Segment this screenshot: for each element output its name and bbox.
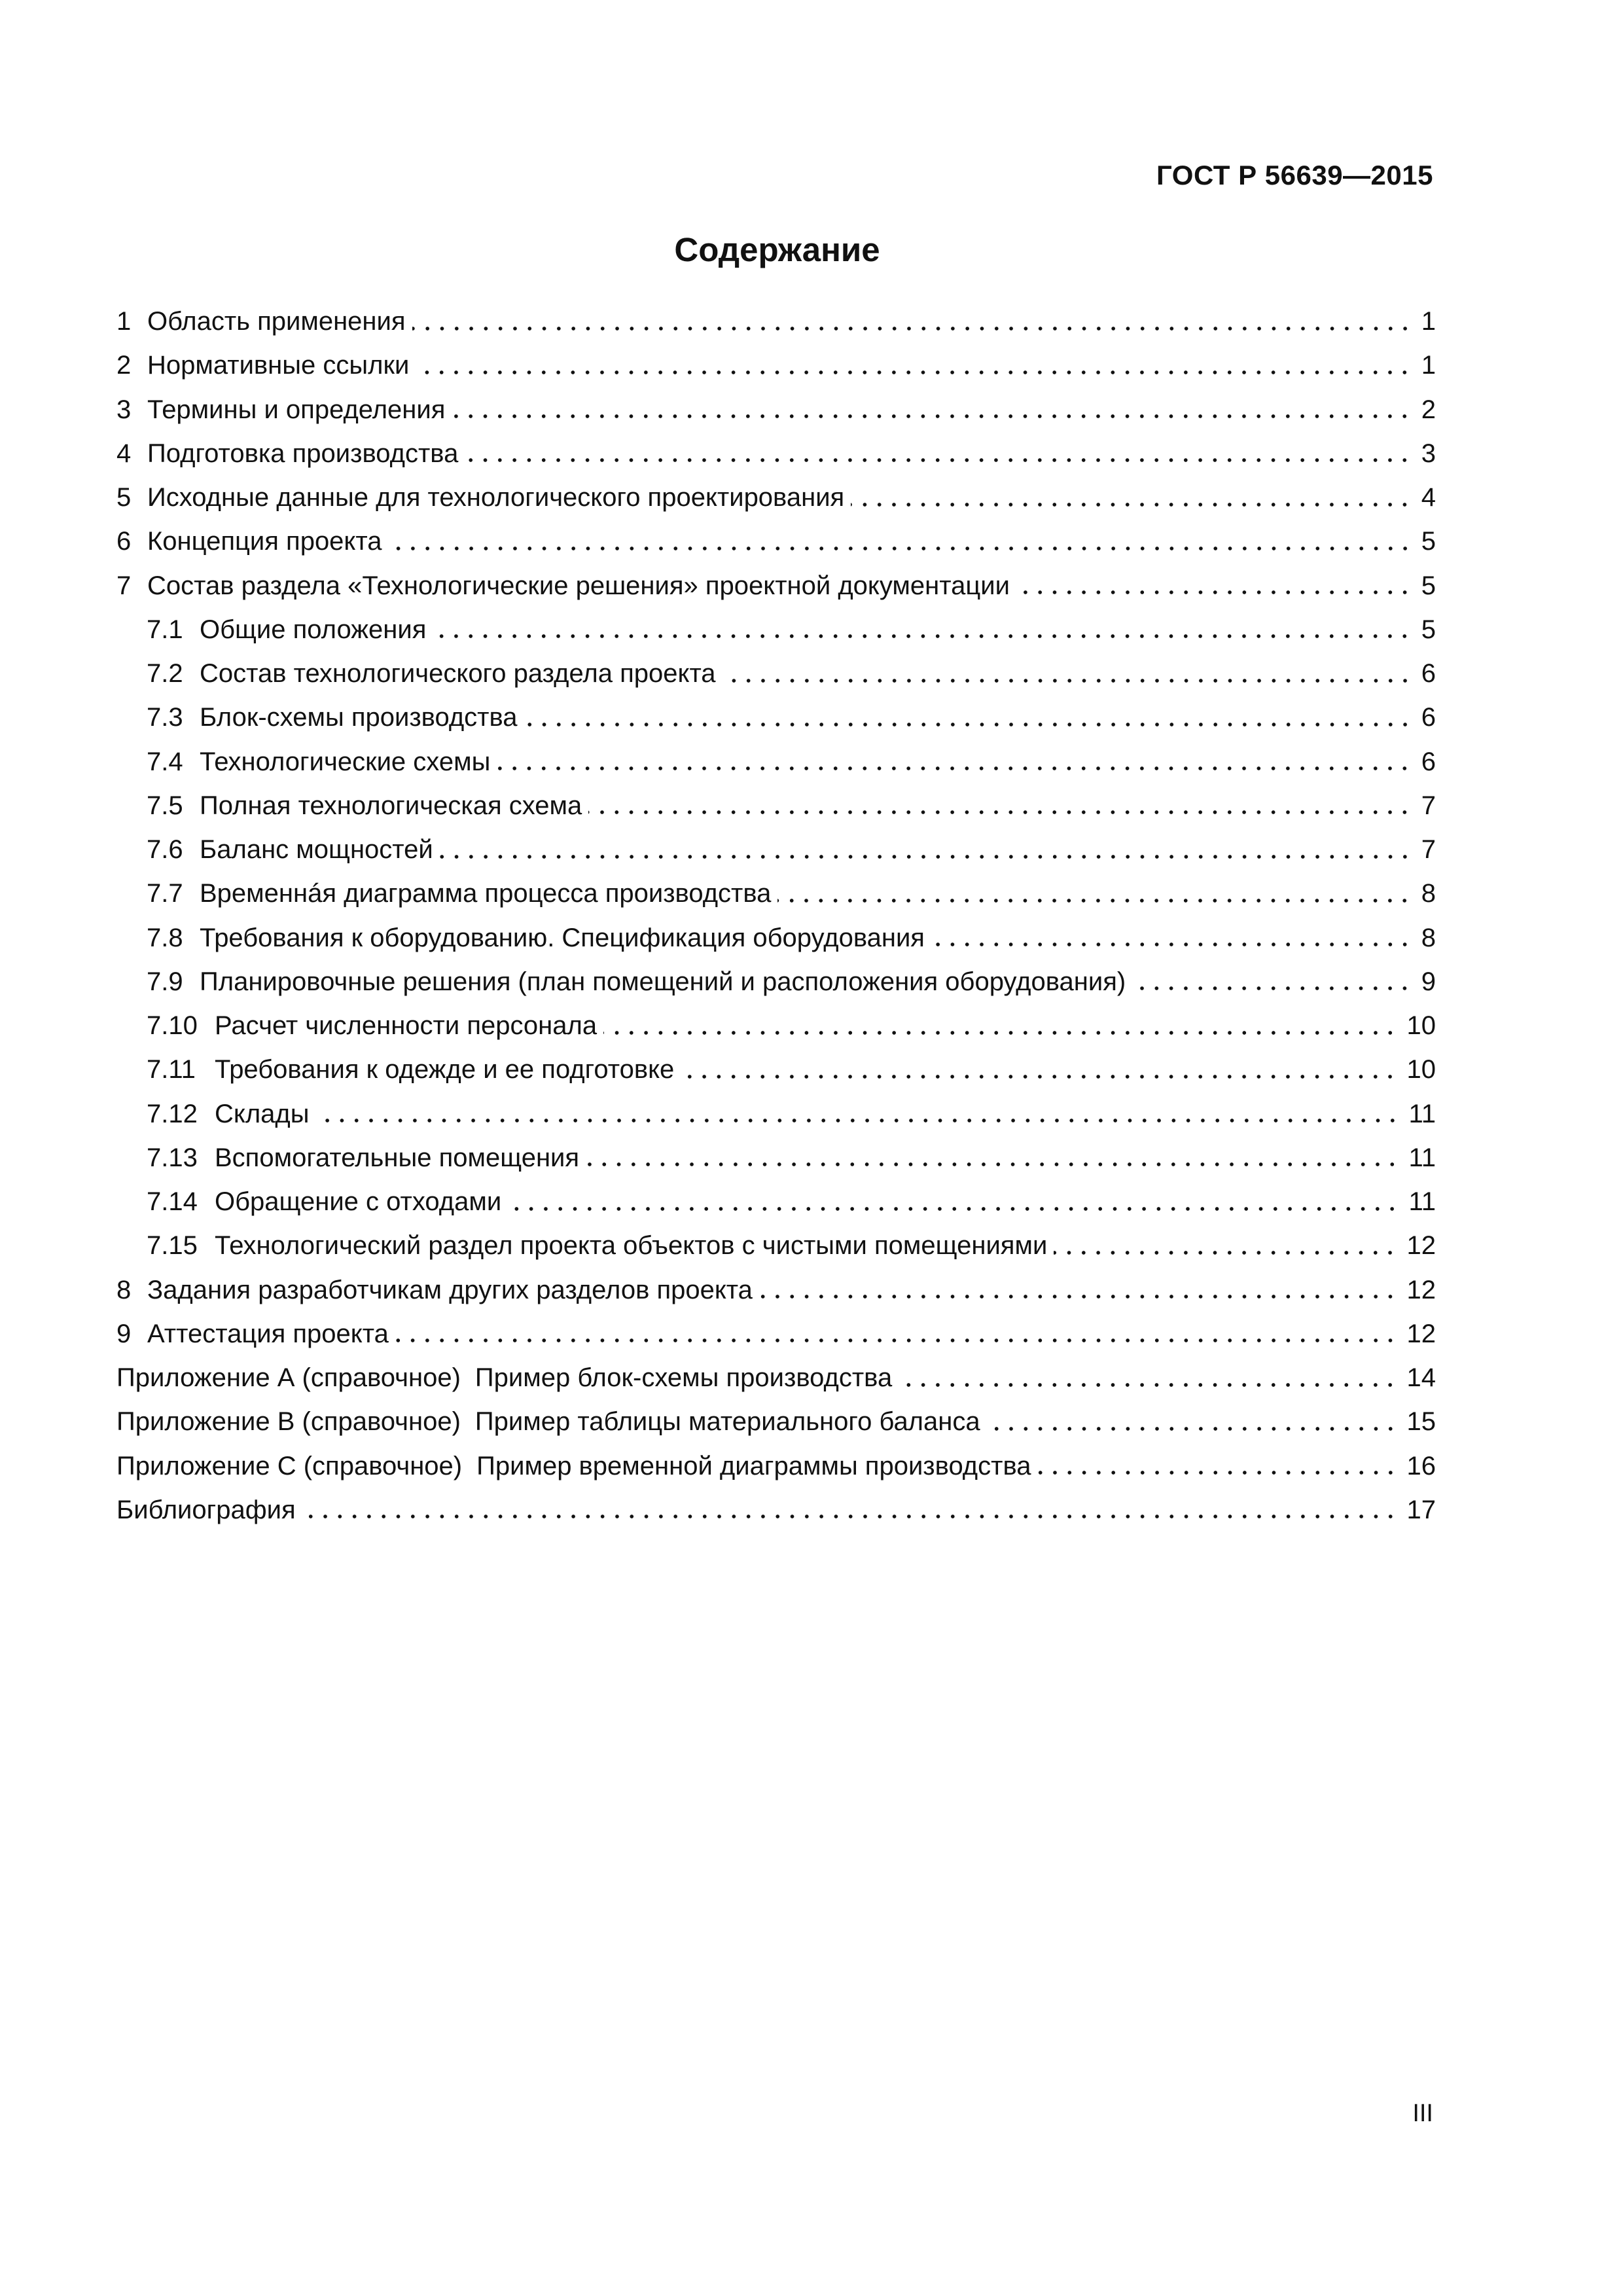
- toc-entry-page: 11: [1408, 1099, 1436, 1128]
- toc-entry[interactable]: [116, 916, 1436, 960]
- dot-leader: [681, 1073, 1397, 1081]
- toc-entry[interactable]: [116, 608, 1436, 652]
- dot-leader: [433, 632, 1412, 640]
- toc-entry-number: 7: [116, 571, 132, 600]
- dot-leader: [524, 721, 1412, 728]
- toc-entry-title: Нормативные ссылки: [147, 351, 410, 380]
- toc-title: Содержание: [674, 231, 880, 268]
- toc-entry-page: 16: [1406, 1451, 1436, 1480]
- toc-entry-page: 4: [1421, 483, 1436, 512]
- toc-entry-title: Временнáя диаграмма процесса производства: [200, 879, 772, 908]
- toc-entry-number: 3: [116, 395, 132, 424]
- toc-entry-page: 10: [1406, 1011, 1436, 1040]
- dot-leader: [416, 368, 1412, 376]
- toc-entry-title: Область применения: [147, 307, 406, 336]
- toc-entry[interactable]: [116, 1268, 1436, 1312]
- toc-entry-page: 14: [1406, 1363, 1436, 1392]
- toc-entry-title: Аттестация проекта: [147, 1319, 389, 1348]
- toc-entry[interactable]: [116, 784, 1436, 828]
- toc-entry-title: Задания разработчикам других разделов проекта: [147, 1275, 753, 1304]
- toc-entry[interactable]: [116, 564, 1436, 608]
- toc-entry-title: Библиография: [116, 1495, 296, 1524]
- toc-entry-number: 7.7: [147, 879, 183, 908]
- toc-entry-page: 17: [1406, 1495, 1436, 1524]
- toc-entry-page: 8: [1421, 923, 1436, 952]
- toc-entry-page: 6: [1421, 747, 1436, 776]
- toc-entry-page: 15: [1406, 1407, 1436, 1437]
- toc-entry-page: 3: [1421, 439, 1436, 468]
- toc-entry-number: 5: [116, 483, 132, 512]
- dot-leader: [395, 1336, 1398, 1344]
- toc-entry-title: Исходные данные для технологического проектирования: [147, 483, 845, 512]
- toc-entry[interactable]: [116, 520, 1436, 564]
- toc-entry-title: Вспомогательные помещения: [215, 1143, 580, 1172]
- toc-entry[interactable]: [116, 872, 1436, 916]
- toc-entry-number: 7.3: [147, 703, 183, 732]
- toc-entry-number: Приложение А (справочное): [116, 1363, 461, 1392]
- toc-entry-title: Подготовка производства: [147, 439, 459, 468]
- table-of-contents: [116, 300, 1436, 1532]
- toc-entry-title: Пример таблицы материального баланса: [474, 1407, 980, 1437]
- dot-leader: [302, 1513, 1398, 1520]
- toc-entry-number: 7.5: [147, 791, 183, 820]
- dot-leader: [851, 501, 1412, 509]
- toc-entry-number: 7.1: [147, 615, 183, 644]
- toc-entry-title: Расчет численности персонала: [215, 1011, 597, 1040]
- toc-entry-title: Пример временной диаграммы производства: [476, 1451, 1031, 1480]
- dot-leader: [452, 412, 1412, 420]
- toc-entry-title: Обращение с отходами: [215, 1187, 502, 1216]
- dot-leader: [412, 325, 1412, 332]
- toc-entry[interactable]: [116, 476, 1436, 520]
- toc-entry-number: 9: [116, 1319, 132, 1348]
- toc-entry[interactable]: [116, 1488, 1436, 1532]
- toc-entry-title: Склады: [215, 1099, 310, 1128]
- toc-entry[interactable]: [116, 1048, 1436, 1092]
- dot-leader: [603, 1029, 1397, 1037]
- dot-leader: [722, 677, 1412, 685]
- toc-entry-title: Технологический раздел проекта объектов с чистыми помещениями: [215, 1231, 1048, 1261]
- toc-entry-title: Требования к оборудованию. Спецификация оборудования: [200, 923, 925, 952]
- dot-leader: [899, 1381, 1397, 1389]
- toc-entry[interactable]: [116, 388, 1436, 432]
- page-number: III: [1412, 2100, 1433, 2127]
- toc-entry-number: 8: [116, 1275, 132, 1304]
- toc-entry[interactable]: [116, 1356, 1436, 1400]
- toc-entry-title: Состав раздела «Технологические решения» проектной документации: [147, 571, 1010, 600]
- document-code: ГОСТ Р 56639—2015: [1156, 160, 1433, 190]
- toc-entry[interactable]: [116, 1092, 1436, 1136]
- toc-entry-page: 7: [1421, 835, 1436, 864]
- dot-leader: [1038, 1469, 1398, 1477]
- toc-entry[interactable]: [116, 740, 1436, 784]
- toc-entry-page: 6: [1421, 659, 1436, 688]
- toc-entry-page: 5: [1421, 615, 1436, 644]
- toc-entry-page: 10: [1406, 1055, 1436, 1085]
- dot-leader: [316, 1117, 1400, 1124]
- toc-entry-number: 7.6: [147, 835, 183, 864]
- dot-leader: [465, 456, 1412, 464]
- toc-entry[interactable]: [116, 960, 1436, 1004]
- toc-entry[interactable]: [116, 1312, 1436, 1356]
- toc-entry[interactable]: [116, 1444, 1436, 1488]
- toc-entry[interactable]: [116, 1136, 1436, 1180]
- dot-leader: [759, 1293, 1398, 1300]
- toc-entry-title: Пример блок-схемы производства: [474, 1363, 893, 1392]
- toc-entry[interactable]: [116, 1224, 1436, 1268]
- toc-entry-title: Технологические схемы: [200, 747, 491, 776]
- toc-entry[interactable]: [116, 432, 1436, 476]
- toc-entry[interactable]: [116, 1180, 1436, 1224]
- toc-entry-number: Приложение С (справочное): [116, 1451, 463, 1480]
- dot-leader: [1054, 1249, 1397, 1257]
- toc-entry-page: 11: [1408, 1143, 1436, 1172]
- toc-entry[interactable]: [116, 828, 1436, 872]
- toc-entry-number: 1: [116, 307, 132, 336]
- dot-leader: [987, 1425, 1398, 1433]
- dot-leader: [931, 941, 1412, 948]
- dot-leader: [440, 853, 1412, 861]
- toc-entry-number: 4: [116, 439, 132, 468]
- toc-entry-page: 8: [1421, 879, 1436, 908]
- toc-entry[interactable]: [116, 300, 1436, 344]
- dot-leader: [586, 1160, 1399, 1168]
- toc-entry-number: 7.12: [147, 1099, 198, 1128]
- toc-entry-number: 7.2: [147, 659, 183, 688]
- toc-entry-number: 7.14: [147, 1187, 198, 1216]
- dot-leader: [588, 808, 1412, 816]
- dot-leader: [497, 764, 1412, 772]
- toc-entry-page: 12: [1406, 1275, 1436, 1304]
- toc-entry-title: Концепция проекта: [147, 527, 382, 556]
- toc-entry-number: 7.11: [147, 1055, 196, 1085]
- dot-leader: [389, 545, 1412, 552]
- toc-entry-page: 1: [1421, 351, 1436, 380]
- toc-entry-number: 7.4: [147, 747, 183, 776]
- dot-leader: [777, 897, 1412, 905]
- toc-entry[interactable]: [116, 696, 1436, 740]
- toc-entry-number: 7.13: [147, 1143, 198, 1172]
- toc-entry-title: Требования к одежде и ее подготовке: [215, 1055, 675, 1085]
- toc-entry-title: Состав технологического раздела проекта: [200, 659, 716, 688]
- toc-entry[interactable]: [116, 652, 1436, 696]
- toc-entry-title: Блок-схемы производства: [200, 703, 518, 732]
- toc-entry-page: 12: [1406, 1231, 1436, 1261]
- toc-entry-title: Планировочные решения (план помещений и расположения оборудования): [200, 967, 1126, 996]
- toc-entry-number: 7.9: [147, 967, 183, 996]
- toc-entry-title: Общие положения: [200, 615, 427, 644]
- toc-entry-page: 7: [1421, 791, 1436, 820]
- toc-entry-page: 6: [1421, 703, 1436, 732]
- toc-entry-number: 7.15: [147, 1231, 198, 1261]
- toc-entry-page: 5: [1421, 527, 1436, 556]
- toc-entry-page: 11: [1408, 1187, 1436, 1216]
- toc-entry-title: Термины и определения: [147, 395, 446, 424]
- toc-entry-title: Полная технологическая схема: [200, 791, 582, 820]
- toc-entry-page: 1: [1421, 307, 1436, 336]
- toc-entry-number: 6: [116, 527, 132, 556]
- toc-entry[interactable]: [116, 1004, 1436, 1048]
- toc-entry[interactable]: [116, 344, 1436, 387]
- toc-entry-page: 9: [1421, 967, 1436, 996]
- toc-entry-number: 7.8: [147, 923, 183, 952]
- toc-entry-number: Приложение В (справочное): [116, 1407, 461, 1437]
- dot-leader: [1132, 984, 1412, 992]
- dot-leader: [1016, 588, 1412, 596]
- toc-entry-page: 5: [1421, 571, 1436, 600]
- toc-entry-page: 12: [1406, 1319, 1436, 1348]
- toc-entry-number: 7.10: [147, 1011, 198, 1040]
- toc-entry-title: Баланс мощностей: [200, 835, 433, 864]
- toc-entry[interactable]: [116, 1400, 1436, 1444]
- toc-entry-number: 2: [116, 351, 132, 380]
- toc-entry-page: 2: [1421, 395, 1436, 424]
- dot-leader: [508, 1205, 1399, 1213]
